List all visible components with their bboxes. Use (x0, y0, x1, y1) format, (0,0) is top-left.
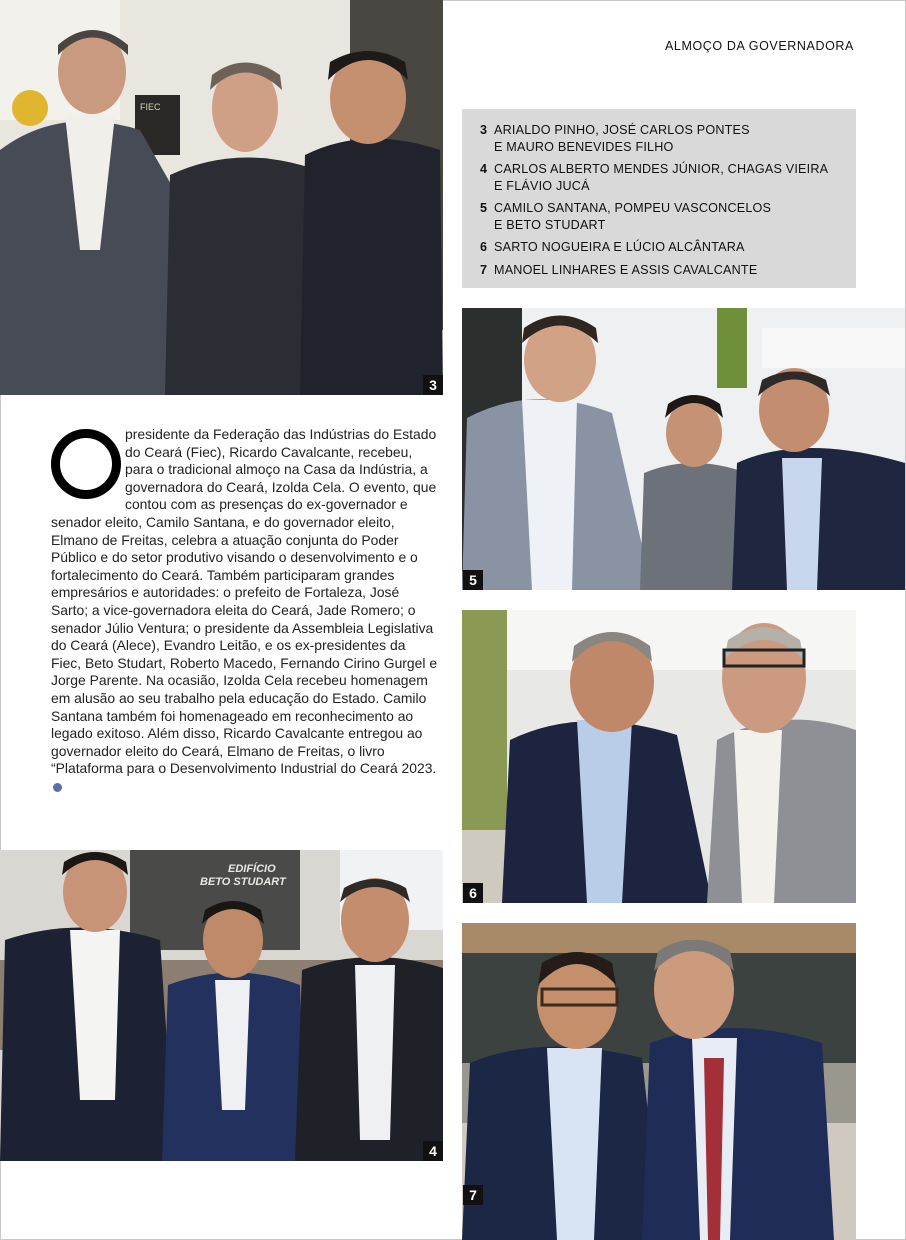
photo-7-image (462, 923, 856, 1240)
fiec-sign: FIEC (140, 102, 161, 112)
photo-3-image (0, 0, 443, 395)
end-mark-icon (53, 783, 62, 792)
caption-text: CARLOS ALBERTO MENDES JÚNIOR, CHAGAS VIEIRA E FLÁVIO JUCÁ (494, 162, 829, 193)
photo-5 (462, 308, 905, 590)
photo-number-4: 4 (423, 1141, 443, 1161)
photo-number-6: 6 (463, 883, 483, 903)
caption-item (480, 161, 842, 194)
caption-item (480, 239, 842, 256)
caption-number: 7 (480, 262, 488, 277)
captions-box (462, 109, 856, 288)
caption-number: 3 (480, 123, 488, 137)
caption-text: MANOEL LINHARES E ASSIS CAVALCANTE (494, 262, 758, 277)
article-body: presidente da Federação das Indústrias do Estado do Ceará (Fiec), Ricardo Cavalcante, recebeu, para o tradicional almoço na Casa da Indústria, a governadora do Ceará, Izolda Cela. O evento, que contou com as presenças do ex-governador e senador eleito, Camilo Santana, e do governador eleito, Elmano de Freitas, celebra a atuação conjunta do Poder Público e do setor produtivo visando o desenvolvimento e o fortalecimento do Ceará. Também participaram grandes empresários e autoridades: o prefeito de Fortaleza, José Sarto; a vice-governadora eleita do Ceará, Jade Romero; o senador Júlio Ventura; o presidente da Assembleia Legislativa do Ceará (Alece), Evandro Leitão, e os ex-presidentes da Fiec, Beto Studart, Roberto Macedo, Fernando Cirino Gurgel e Jorge Parente. Na ocasião, Izolda Cela recebeu homenagem em alusão ao seu trabalho pela educação do Estado. Camilo Santana também foi homenageado em reconhecimento ao legado exitoso. Além disso, Ricardo Cavalcante entregou ao governador eleito do Ceará, Elmano de Freitas, o livro “Plataforma para o Desenvolvimento Industrial do Ceará 2023. (51, 426, 438, 777)
caption-item (480, 200, 842, 233)
photo-7 (462, 923, 856, 1240)
photo-4 (0, 850, 443, 1161)
dropcap-o (51, 429, 121, 499)
section-title: ALMOÇO DA GOVERNADORA (664, 39, 854, 53)
building-sign-line-2: BETO STUDART (200, 876, 286, 888)
caption-text: SARTO NOGUEIRA E LÚCIO ALCÂNTARA (494, 240, 745, 254)
photo-3 (0, 0, 443, 395)
building-sign-line-1: EDIFÍCIO (228, 863, 276, 875)
photo-number-7: 7 (463, 1185, 483, 1205)
caption-item (480, 262, 842, 279)
photo-6 (462, 610, 856, 903)
caption-number: 5 (480, 201, 488, 215)
photo-4-image (0, 850, 443, 1161)
photo-number-5: 5 (463, 570, 483, 590)
caption-number: 4 (480, 162, 488, 176)
photo-number-3: 3 (423, 375, 443, 395)
photo-5-image (462, 308, 905, 590)
caption-text: ARIALDO PINHO, JOSÉ CARLOS PONTES E MAURO BENEVIDES FILHO (494, 123, 750, 154)
article-text (51, 426, 438, 795)
caption-text: CAMILO SANTANA, POMPEU VASCONCELOS E BETO STUDART (494, 201, 772, 232)
caption-item (480, 122, 842, 155)
photo-6-image (462, 610, 856, 903)
caption-number: 6 (480, 240, 488, 254)
